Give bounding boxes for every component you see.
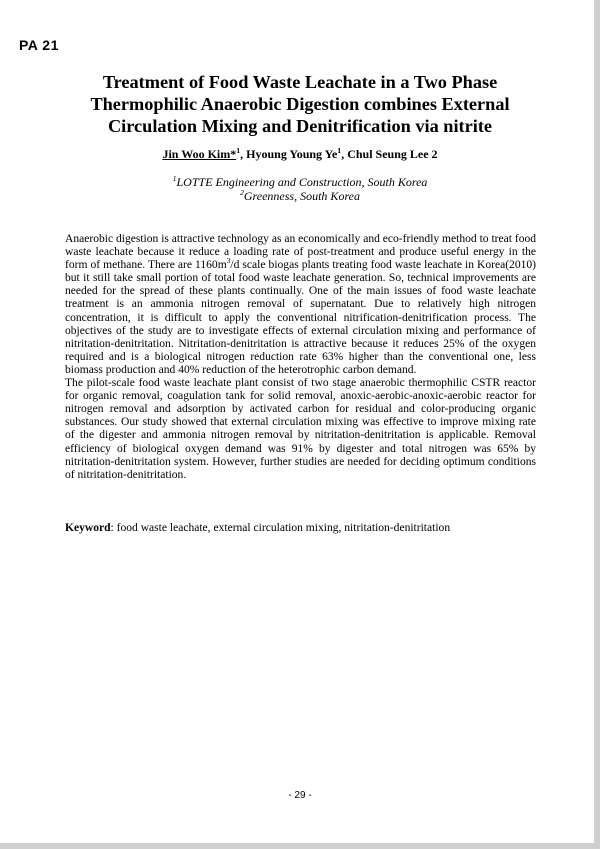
affiliation-1-mark: 1 — [172, 174, 177, 183]
keyword-text: : food waste leachate, external circulation mixing, nitritation-denitritation — [110, 522, 451, 534]
affiliation-1 — [60, 175, 540, 189]
author-separator: , — [341, 147, 348, 161]
author-2-name: Hyoung Young Ye — [246, 147, 338, 161]
abstract-p1-text-a: Anaerobic digestion is attractive technology as an economically and eco-friendly method to treat food waste leachate because it reduce a loading rate of post-treatment and produce useful energy in the form of methane. There are 1160m — [65, 233, 537, 272]
paper-title — [60, 71, 540, 137]
author-2-affil-mark: 1 — [337, 146, 342, 155]
abstract-body — [65, 233, 536, 482]
page-number: - 29 - — [288, 790, 312, 801]
abstract-p1-text-b: /d scale biogas plants treating food waste leachate in Korea(2010) but it still take small portion of total food waste leachate generation. So, technical improvements are needed for the spread of these plants continually. One of the main issues of food waste leachate treatment is an ammonia nitrogen removal of supernatant. Due to relatively high nitrogen concentration, it is difficult to apply the conventional nitrification-denitrification process. The objectives of the study are to investigate effects of external circulation mixing and performance of nitritation-denitritation. Nitritation-denitritation is attractive because it reduces 25% of the oxygen required and is a biological nitrogen reduction rate 63% higher than the conventional one, less biomass production and 40% reduction of the heterotrophic carbon demand. — [65, 259, 536, 376]
affiliation-2-mark: 2 — [239, 188, 244, 197]
author-1-name: Jin Woo Kim* — [162, 147, 237, 161]
title-line-3: Circulation Mixing and Denitrification via nitrite — [107, 116, 493, 136]
keyword-label: Keyword — [65, 522, 111, 534]
affiliation-2 — [60, 189, 540, 203]
keywords — [65, 522, 536, 535]
page-edge-shadow-right — [594, 0, 600, 849]
author-list — [60, 147, 540, 162]
author-1-affil-mark: 1 — [236, 146, 241, 155]
unit-superscript: 3 — [226, 256, 231, 266]
affiliations — [60, 175, 540, 203]
author-separator: , — [240, 147, 247, 161]
title-line-2: Thermophilic Anaerobic Digestion combines External — [90, 94, 510, 114]
affiliation-2-text: Greenness, South Korea — [243, 189, 360, 203]
abstract-paragraph-1 — [65, 233, 536, 377]
author-3-name: Chul Seung Lee 2 — [347, 147, 438, 161]
session-code: PA 21 — [19, 37, 59, 53]
affiliation-1-text: LOTTE Engineering and Construction, South Korea — [176, 175, 428, 189]
abstract-paragraph-2: The pilot-scale food waste leachate plant consist of two stage anaerobic thermophilic CSTR reactor for organic removal, coagulation tank for solid removal, anoxic-aerobic-anoxic-aerobic reactor for nitrogen removal and adsorption by activated carbon for residual and color-producing organic substances. Our study showed that external circulation mixing was effective to improve mixing rate of the digester and ammonia nitrogen removal by nitritation-denitritation is applicable. Removal efficiency of biological oxygen demand was 91% by digester and total nitrogen was 65% by nitritation-denitritation system. However, further studies are needed for deciding optimum conditions of nitritation-denitritation. — [65, 377, 536, 481]
title-line-1: Treatment of Food Waste Leachate in a Two Phase — [102, 72, 498, 92]
page-edge-shadow-bottom — [0, 843, 600, 849]
